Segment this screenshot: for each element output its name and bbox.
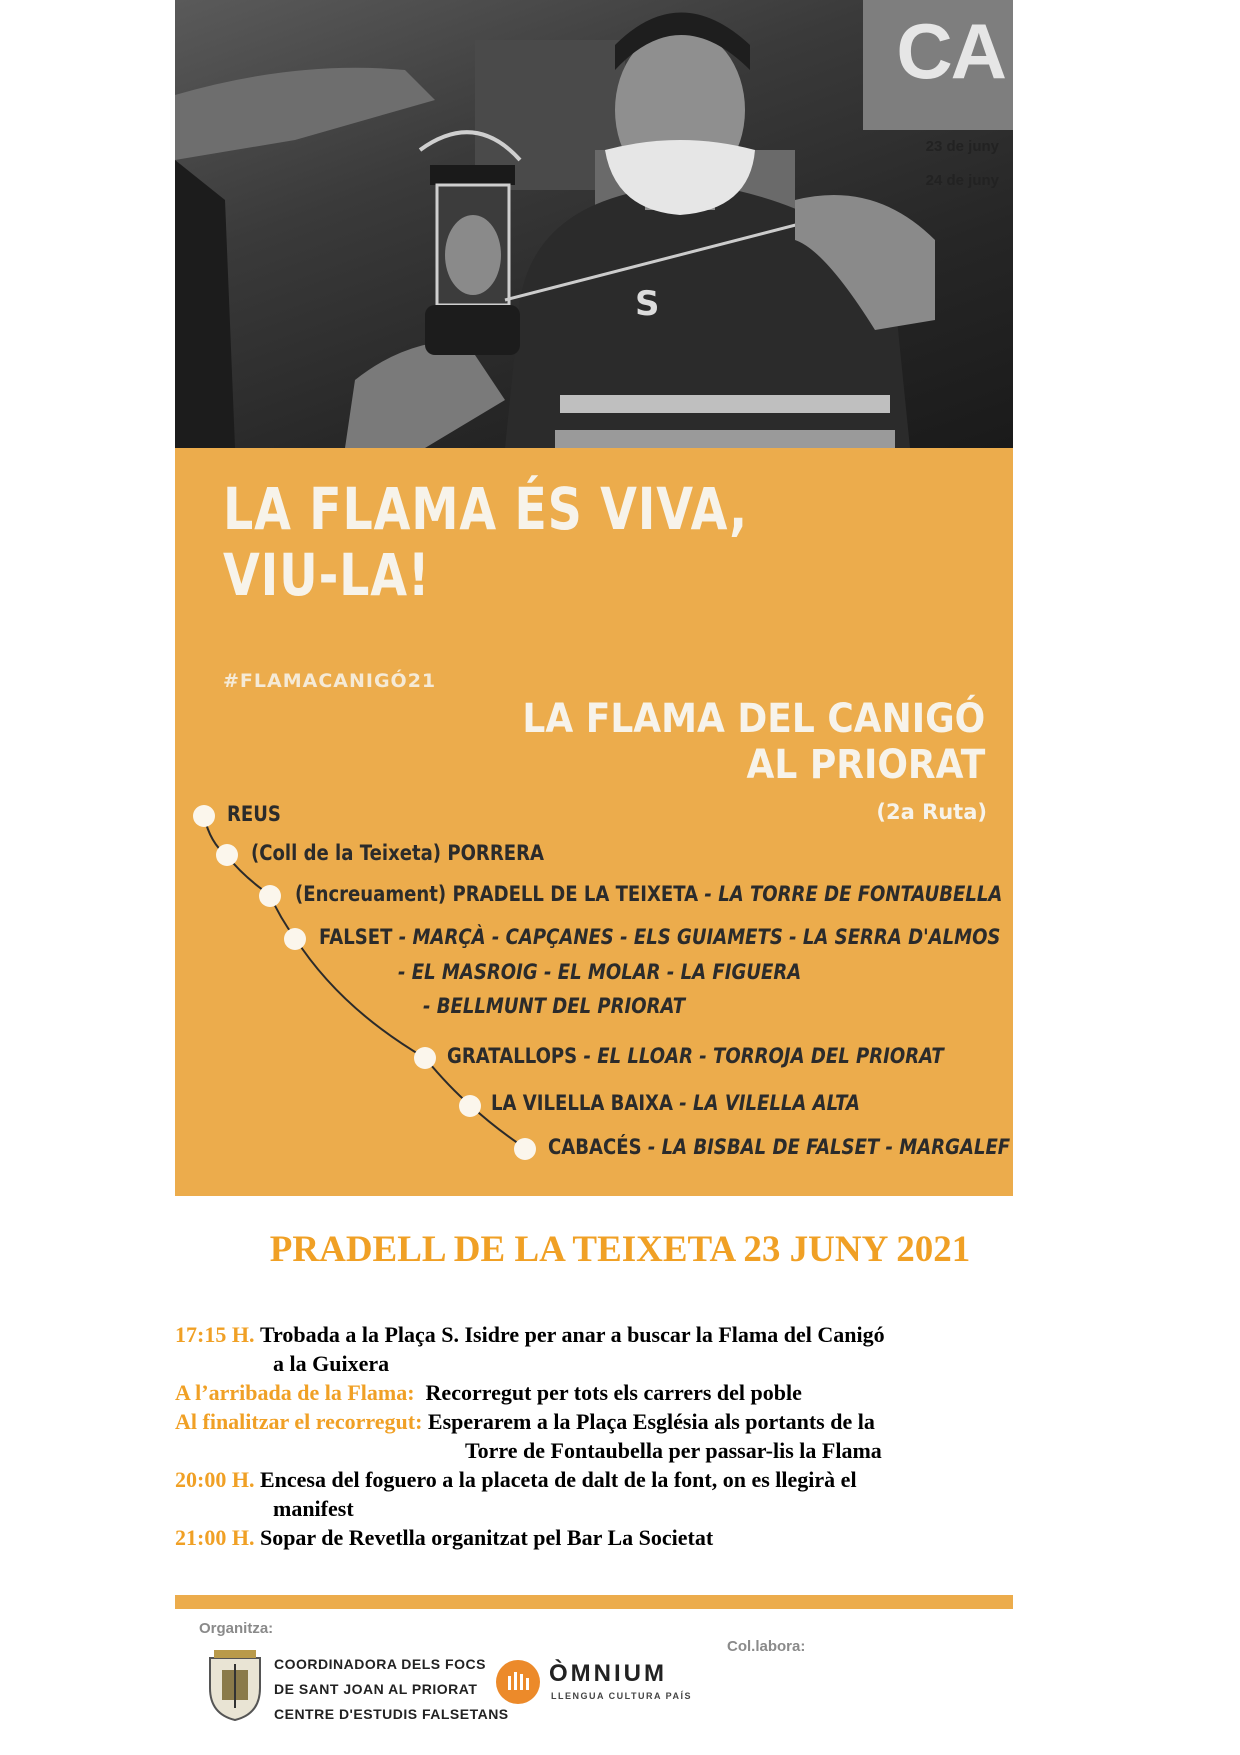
route-stop-5: - EL MASROIG - EL MOLAR - LA FIGUERA (398, 960, 802, 984)
route-note: (2a Ruta) (876, 800, 987, 824)
organitza-label: Organitza: (199, 1620, 274, 1637)
schedule (175, 1320, 1055, 1552)
route-stop-4: FALSET - MARÇÀ - CAPÇANES - ELS GUIAMETS - LA SERRA D'ALMOS (319, 925, 1001, 949)
poster-orange-panel (175, 448, 1013, 1196)
schedule-time: A l’arribada de la Flama: (175, 1380, 415, 1405)
route-stop-1: REUS (227, 802, 281, 826)
svg-text:S: S (635, 284, 660, 324)
route-line (175, 448, 1013, 1196)
route-stop-3: (Encreuament) PRADELL DE LA TEIXETA - LA TORRE DE FONTAUBELLA (295, 882, 1003, 906)
schedule-item (175, 1465, 1055, 1494)
coordinadora-line-2: DE SANT JOAN AL PRIORAT (274, 1681, 478, 1697)
footer-divider (175, 1595, 1013, 1609)
schedule-item (175, 1407, 1055, 1436)
route-stop-6: - BELLMUNT DEL PRIORAT (423, 994, 686, 1018)
coordinadora-line-3: CENTRE D'ESTUDIS FALSETANS (274, 1706, 509, 1722)
route-dot-2 (216, 844, 238, 866)
schedule-item-cont: a la Guixera (273, 1351, 390, 1376)
schedule-item-cont: Torre de Fontaubella per passar-lis la Flama (465, 1438, 882, 1463)
poster-hashtag: #FLAMACANIGÓ21 (223, 670, 437, 692)
subtitle-line-2: AL PRIORAT (746, 742, 985, 788)
schedule-text: Trobada a la Plaça S. Isidre per anar a buscar la Flama del Canigó (259, 1322, 885, 1347)
route-dot-5 (414, 1047, 436, 1069)
schedule-item (175, 1523, 1055, 1552)
subtitle-line-1: LA FLAMA DEL CANIGÓ (522, 696, 985, 742)
coordinadora-text (274, 1652, 509, 1727)
title-line-2: VIU-LA! (223, 541, 431, 609)
event-title: PRADELL DE LA TEIXETA 23 JUNY 2021 (269, 1229, 971, 1270)
schedule-time: 17:15 H. (175, 1322, 255, 1347)
route-stop-8: LA VILELLA BAIXA - LA VILELLA ALTA (491, 1091, 861, 1115)
title-line-1: LA FLAMA ÉS VIVA, (223, 475, 749, 543)
route-dot-6 (459, 1095, 481, 1117)
schedule-time: 20:00 H. (175, 1467, 255, 1492)
background-sign-date-1: 23 de juny (925, 138, 999, 155)
route-stop-2: (Coll de la Teixeta) PORRERA (251, 841, 544, 865)
schedule-time: 21:00 H. (175, 1525, 255, 1550)
schedule-item (175, 1320, 1055, 1349)
route-dot-1 (193, 805, 215, 827)
omnium-name: ÒMNIUM (549, 1660, 667, 1687)
omnium-icon (496, 1660, 540, 1704)
schedule-text: Sopar de Revetlla organitzat pel Bar La Societat (259, 1525, 714, 1550)
schedule-text: Encesa del foguero a la placeta de dalt de la font, on es llegirà el (259, 1467, 857, 1492)
schedule-text: Recorregut per tots els carrers del poble (414, 1380, 802, 1405)
background-sign-date-2: 24 de juny (925, 172, 999, 189)
background-sign-text: CA (896, 7, 1005, 95)
route-dot-3 (259, 885, 281, 907)
schedule-text: Esperarem a la Plaça Església als portants de la (422, 1409, 875, 1434)
colabora-label: Col.labora: (727, 1638, 806, 1655)
schedule-time: Al finalitzar el recorregut: (175, 1409, 423, 1434)
route-stop-9: CABACÉS - LA BISBAL DE FALSET - MARGALEF (548, 1135, 1011, 1159)
poster-photo (175, 0, 1013, 448)
route-stop-7: GRATALLOPS - EL LLOAR - TORROJA DEL PRIORAT (447, 1044, 944, 1068)
schedule-item-cont: manifest (273, 1496, 354, 1521)
omnium-tagline: LLENGUA CULTURA PAÍS (551, 1691, 692, 1701)
route-dot-7 (514, 1138, 536, 1160)
crest-logo (204, 1648, 266, 1722)
route-dot-4 (284, 928, 306, 950)
coordinadora-line-1: COORDINADORA DELS FOCS (274, 1656, 486, 1672)
schedule-item (175, 1378, 1055, 1407)
